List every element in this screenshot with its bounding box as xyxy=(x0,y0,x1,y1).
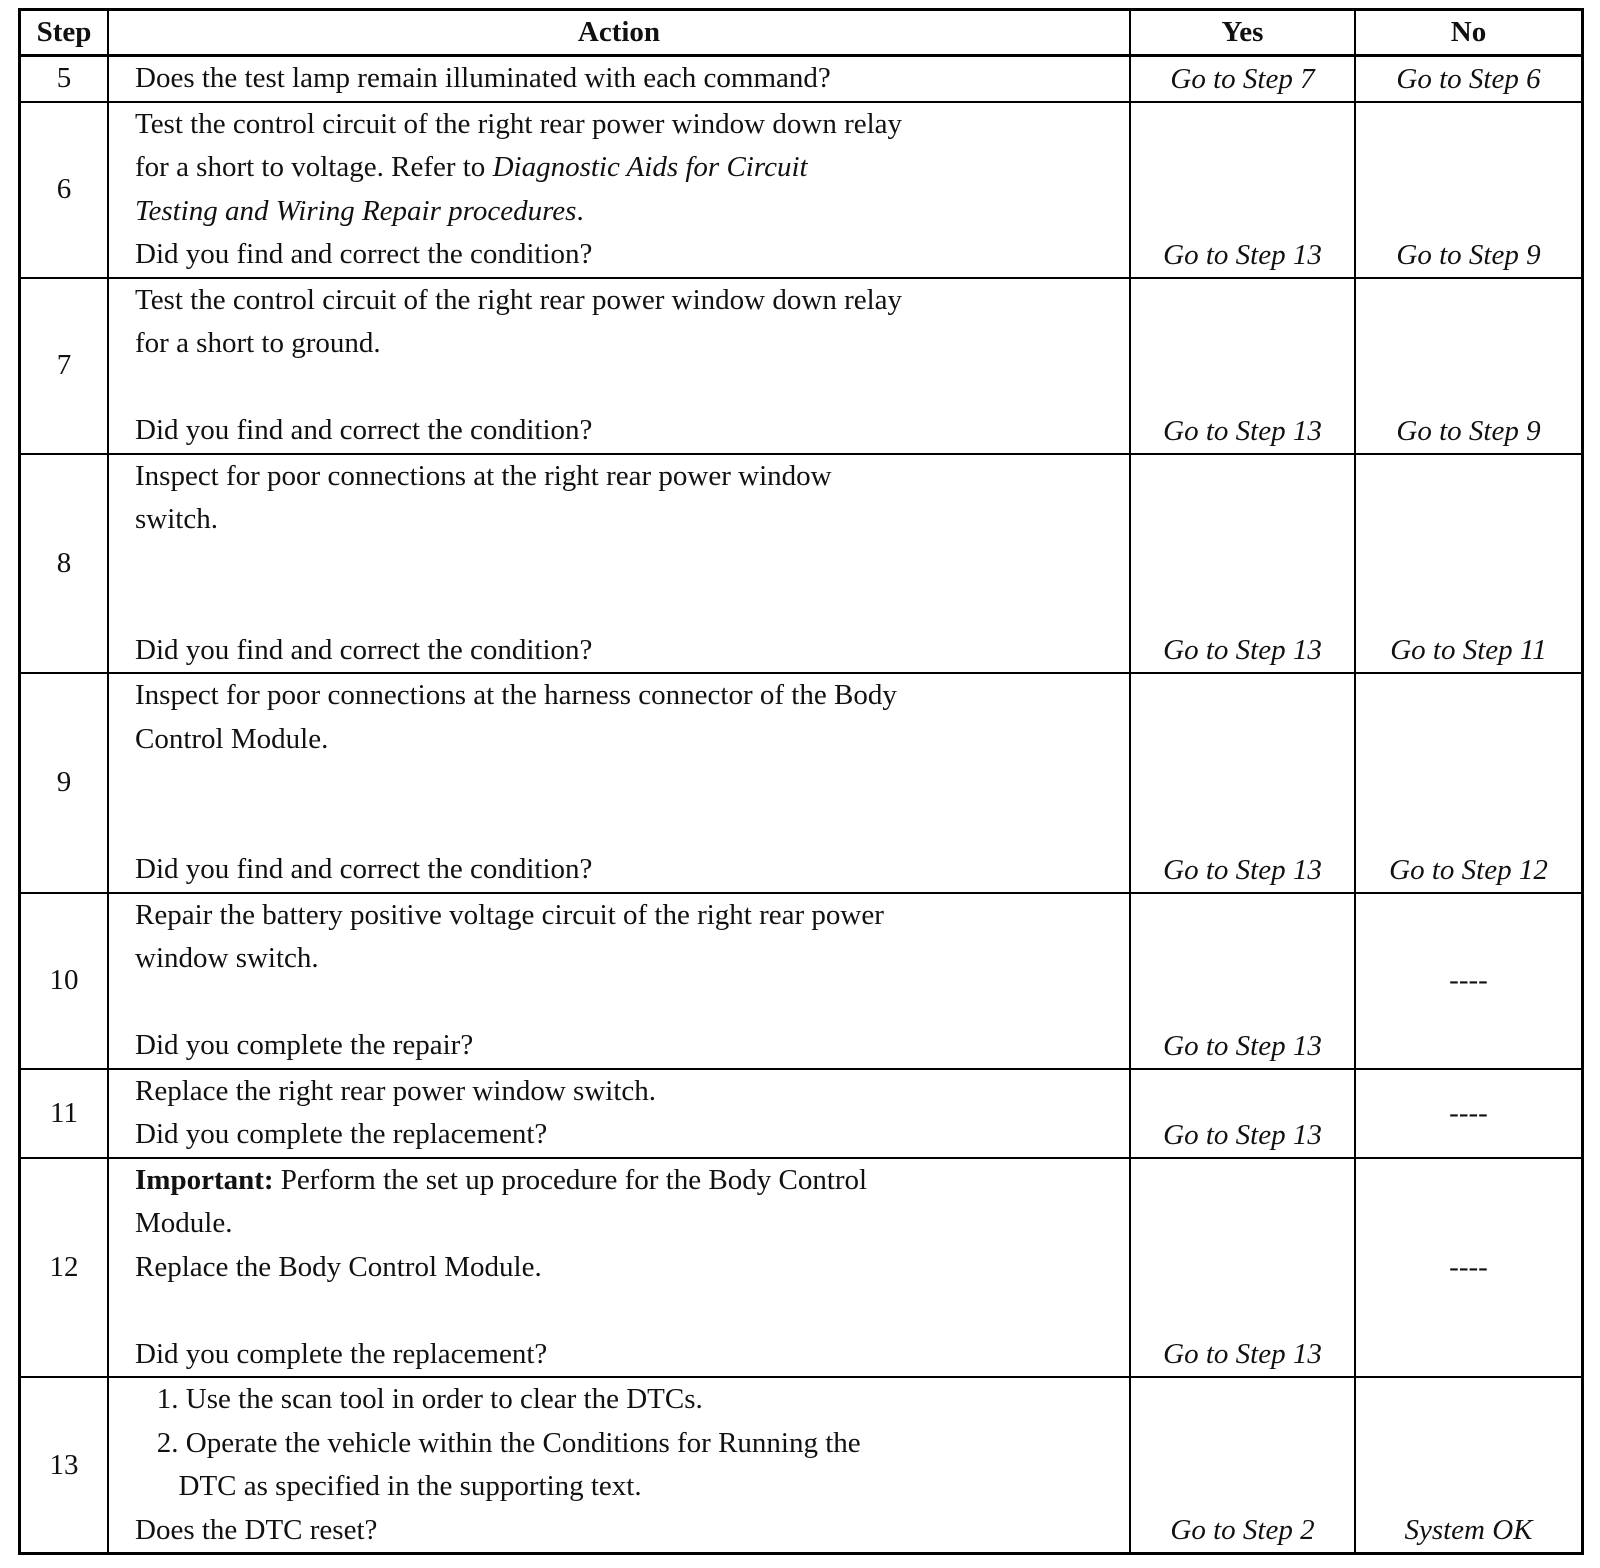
header-row xyxy=(20,10,1583,56)
yes-cell xyxy=(1130,454,1355,674)
step-number: 7 xyxy=(20,278,109,454)
action-cell xyxy=(108,1158,1130,1378)
yes-link: Go to Step 13 xyxy=(1163,1029,1322,1062)
step-number: 6 xyxy=(20,102,109,278)
action-line xyxy=(135,585,1129,629)
yes-cell xyxy=(1130,1377,1355,1554)
action-line xyxy=(135,190,1129,234)
no-link: Go to Step 9 xyxy=(1396,238,1541,271)
action-text: switch. xyxy=(135,503,218,535)
action-line xyxy=(135,848,1129,892)
action-text: window switch. xyxy=(135,942,319,974)
action-line xyxy=(135,1509,1129,1553)
no-link: System OK xyxy=(1404,1514,1533,1546)
action-text: 2. Operate the vehicle within the Conditions for Running the xyxy=(135,1426,861,1459)
header-step: Step xyxy=(20,10,109,56)
important-label: Important: xyxy=(135,1163,274,1196)
step-number: 9 xyxy=(20,673,109,893)
reference-text: Diagnostic Aids for Circuit xyxy=(492,151,808,183)
action-line xyxy=(135,1159,1129,1203)
action-cell xyxy=(108,893,1130,1069)
action-text: Did you complete the replacement? xyxy=(135,1337,548,1370)
yes-cell xyxy=(1130,673,1355,893)
yes-link: Go to Step 13 xyxy=(1163,634,1322,666)
yes-link: Go to Step 13 xyxy=(1163,1338,1322,1370)
header-no: No xyxy=(1355,10,1583,56)
yes-cell xyxy=(1130,1158,1355,1378)
step-number: 12 xyxy=(20,1158,109,1378)
action-text: Repair the battery positive voltage circuit of the right rear power xyxy=(135,898,884,931)
yes-link: Go to Step 13 xyxy=(1163,238,1322,271)
yes-cell xyxy=(1130,102,1355,278)
no-cell xyxy=(1355,893,1583,1069)
action-line xyxy=(135,1333,1129,1377)
action-text: Replace the right rear power window switch. xyxy=(135,1074,657,1107)
yes-link: Go to Step 13 xyxy=(1163,853,1322,886)
action-line xyxy=(135,1465,1129,1509)
no-cell xyxy=(1355,454,1583,674)
no-link: ---- xyxy=(1449,1096,1488,1129)
action-cell xyxy=(108,673,1130,893)
action-line xyxy=(135,805,1129,849)
step-number: 10 xyxy=(20,893,109,1069)
no-link: Go to Step 9 xyxy=(1396,414,1541,447)
action-cell xyxy=(108,278,1130,454)
action-line xyxy=(135,279,1129,323)
action-text: Test the control circuit of the right rear power window down relay xyxy=(135,283,903,316)
table-row xyxy=(20,278,1583,454)
action-text: Control Module. xyxy=(135,722,329,755)
action-line xyxy=(135,674,1129,718)
action-line xyxy=(135,981,1129,1025)
table-row xyxy=(20,454,1583,674)
yes-cell xyxy=(1130,56,1355,102)
action-line xyxy=(135,146,1129,190)
action-text: Test the control circuit of the right rear power window down relay xyxy=(135,107,903,140)
action-line xyxy=(135,1246,1129,1290)
action-line xyxy=(135,1024,1129,1068)
no-cell xyxy=(1355,1158,1583,1378)
action-cell xyxy=(108,1377,1130,1554)
action-line xyxy=(135,322,1129,366)
step-number: 5 xyxy=(20,56,109,102)
action-line xyxy=(135,1378,1129,1422)
action-text: Did you find and correct the condition? xyxy=(135,414,593,446)
no-cell xyxy=(1355,56,1583,102)
yes-link: Go to Step 13 xyxy=(1163,414,1322,447)
action-text: Does the DTC reset? xyxy=(135,1513,378,1546)
action-text: for a short to ground. xyxy=(135,327,381,359)
action-line xyxy=(135,761,1129,805)
action-line xyxy=(135,1289,1129,1333)
no-link: Go to Step 12 xyxy=(1389,853,1548,886)
table-row xyxy=(20,1069,1583,1158)
action-cell xyxy=(108,1069,1130,1158)
action-text: Does the test lamp remain illuminated with each command? xyxy=(135,62,831,94)
diagnostic-table xyxy=(18,8,1584,1555)
action-line xyxy=(135,894,1129,938)
action-line xyxy=(135,629,1129,673)
table-row xyxy=(20,893,1583,1069)
table-row xyxy=(20,673,1583,893)
no-link: ---- xyxy=(1449,964,1488,996)
action-text: Did you complete the repair? xyxy=(135,1029,474,1061)
action-line xyxy=(135,455,1129,499)
action-text: Did you find and correct the condition? xyxy=(135,238,593,270)
action-line xyxy=(135,1202,1129,1246)
action-line xyxy=(135,233,1129,277)
action-text: 1. Use the scan tool in order to clear the DTCs. xyxy=(135,1383,703,1415)
yes-cell xyxy=(1130,893,1355,1069)
yes-link: Go to Step 7 xyxy=(1170,62,1315,95)
action-cell xyxy=(108,56,1130,102)
action-line xyxy=(135,366,1129,410)
action-text: Replace the Body Control Module. xyxy=(135,1250,542,1283)
yes-cell xyxy=(1130,278,1355,454)
action-line xyxy=(135,1070,1129,1114)
reference-text: Testing and Wiring Repair procedures xyxy=(135,194,577,227)
table-body xyxy=(20,56,1583,1554)
action-text: for a short to voltage. Refer to xyxy=(135,151,493,183)
action-text: Module. xyxy=(135,1207,233,1239)
action-text: Did you find and correct the condition? xyxy=(135,633,593,666)
action-line xyxy=(135,1422,1129,1466)
yes-link: Go to Step 13 xyxy=(1163,1118,1322,1151)
action-cell xyxy=(108,454,1130,674)
no-cell xyxy=(1355,278,1583,454)
step-number: 8 xyxy=(20,454,109,674)
header-yes: Yes xyxy=(1130,10,1355,56)
action-text: Did you find and correct the condition? xyxy=(135,853,593,885)
action-line xyxy=(135,57,1129,101)
action-line xyxy=(135,103,1129,147)
action-text: Inspect for poor connections at the harness connector of the Body xyxy=(135,679,897,711)
no-cell xyxy=(1355,102,1583,278)
action-text: Did you complete the replacement? xyxy=(135,1118,548,1150)
yes-cell xyxy=(1130,1069,1355,1158)
action-line xyxy=(135,937,1129,981)
table-row xyxy=(20,1377,1583,1554)
action-line xyxy=(135,409,1129,453)
action-line xyxy=(135,718,1129,762)
no-cell xyxy=(1355,1069,1583,1158)
no-cell xyxy=(1355,673,1583,893)
table-row xyxy=(20,1158,1583,1378)
no-link: Go to Step 6 xyxy=(1396,62,1541,95)
action-line xyxy=(135,542,1129,586)
no-link: Go to Step 11 xyxy=(1390,634,1547,666)
action-text: DTC as specified in the supporting text. xyxy=(135,1470,642,1502)
header-action: Action xyxy=(108,10,1130,56)
step-number: 13 xyxy=(20,1377,109,1554)
no-link: ---- xyxy=(1449,1250,1488,1283)
action-text: . xyxy=(576,194,584,227)
action-line xyxy=(135,498,1129,542)
action-text: Inspect for poor connections at the right rear power window xyxy=(135,459,832,492)
action-line xyxy=(135,1113,1129,1157)
action-text: Perform the set up procedure for the Body Control xyxy=(273,1163,868,1196)
no-cell xyxy=(1355,1377,1583,1554)
yes-link: Go to Step 2 xyxy=(1170,1514,1315,1546)
step-number: 11 xyxy=(20,1069,109,1158)
action-cell xyxy=(108,102,1130,278)
table-row xyxy=(20,56,1583,102)
table-row xyxy=(20,102,1583,278)
